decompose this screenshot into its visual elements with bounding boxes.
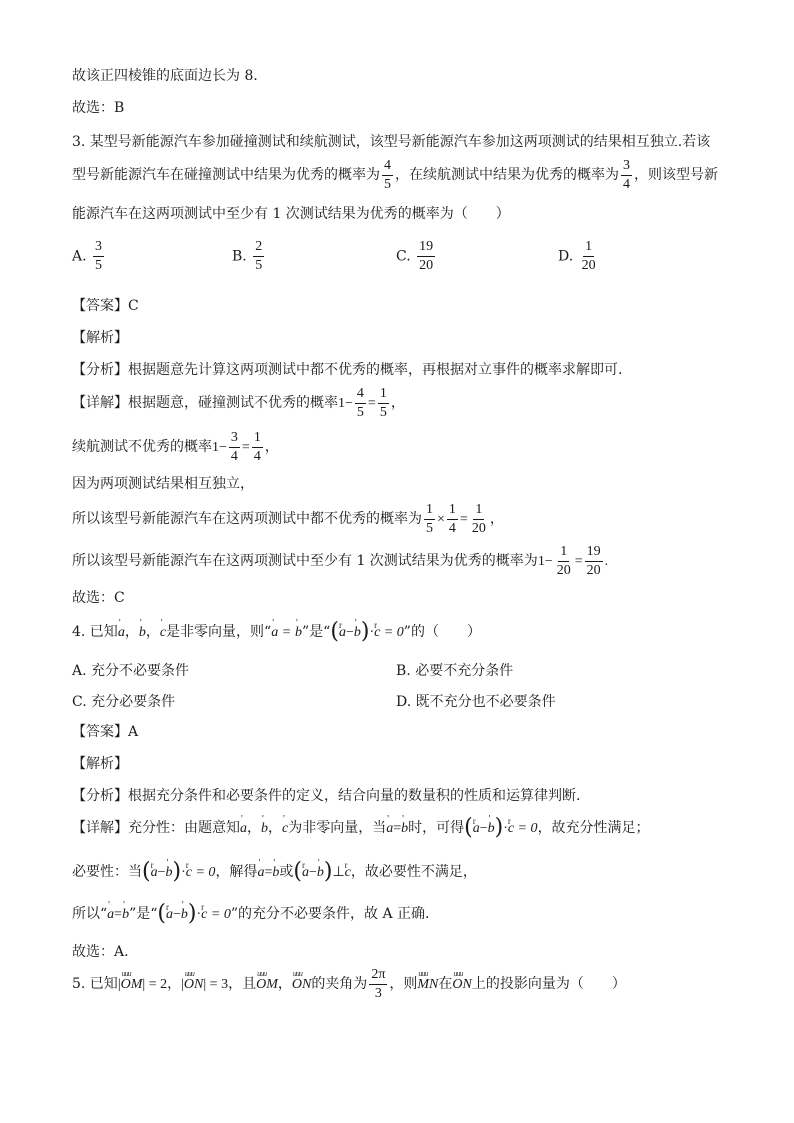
denominator: 20 bbox=[419, 258, 434, 273]
numerator: 19 bbox=[585, 545, 603, 562]
text-span: 为非零向量，当 bbox=[288, 820, 387, 836]
text-span: 或 bbox=[279, 864, 294, 880]
fraction bbox=[424, 503, 435, 536]
question-3-text: 3. 某型号新能源汽车参加碰撞测试和续航测试，该型号新能源汽车参加这两项测试的结果相互独立.若该 bbox=[72, 134, 711, 150]
text-span: 型号新能源汽车在碰撞测试中结果为优秀的概率为 bbox=[72, 167, 380, 183]
fraction bbox=[253, 240, 264, 273]
fraction bbox=[93, 240, 104, 273]
text-span: ”是“ bbox=[302, 624, 331, 640]
vector-on: uuu ON bbox=[292, 965, 311, 1005]
vector-c-equation: r c = 0 bbox=[201, 905, 231, 925]
analysis-text: 【分析】根据题意先计算这两项测试中都不优秀的概率，再根据对立事件的概率求解即可. bbox=[72, 362, 623, 378]
math-text: . bbox=[604, 554, 609, 569]
vector-b: ' b bbox=[122, 905, 129, 925]
vector-a: ' a bbox=[107, 905, 114, 925]
vector-on: uuu ON bbox=[452, 965, 471, 1005]
question-5-text: 5. 已知|uuu OM| = 2，|uuu ON| = 3，且uuu OM，uuu ON的夹角为 $\frac{2\pi}{3}$ ，则uuu MN在uuu ON上的投影向量为（ ） bbox=[72, 964, 734, 1005]
math-text: − bbox=[173, 907, 181, 922]
vector-a: r a bbox=[339, 623, 346, 643]
text-span: 所以该型号新能源汽车在这两项测试中都不优秀的概率为 bbox=[72, 511, 422, 527]
vector-c-equation: r c = 0 bbox=[374, 623, 404, 643]
question-3-text bbox=[72, 158, 734, 192]
math-text: = bbox=[114, 907, 123, 922]
math-text: = bbox=[459, 512, 468, 527]
vector-on: uuu ON bbox=[184, 965, 203, 1005]
vector-b: ' b bbox=[488, 819, 495, 839]
text-span: ，故必要性不满足， bbox=[350, 864, 477, 880]
text-span: ，在续航测试中结果为优秀的概率为 bbox=[395, 167, 619, 183]
denominator: 4 bbox=[253, 448, 261, 464]
solution-line bbox=[72, 384, 734, 423]
text-span: ，解得 bbox=[215, 864, 258, 880]
text-span: ，则 bbox=[389, 976, 418, 992]
text-span: 所以该型号新能源汽车在这两项测试中至少有 1 次测试结果为优秀的概率为 bbox=[72, 553, 538, 569]
math-text: 1− bbox=[338, 396, 353, 411]
vector-b: ' b bbox=[272, 863, 279, 883]
vector-b: ' b bbox=[401, 819, 408, 839]
vector-a: r a bbox=[151, 863, 158, 883]
analysis-heading: 【解析】 bbox=[72, 330, 128, 346]
text-span: ， bbox=[489, 511, 504, 527]
math-text: = bbox=[574, 554, 583, 569]
text-span: 【详解】充分性：由题意知 bbox=[72, 820, 240, 836]
fraction bbox=[470, 503, 488, 536]
text-span: ”的（ ） bbox=[403, 624, 481, 640]
solution-line: 所以“' a=' b”是“(r a−' b)·r c = 0”的充分不必要条件，故 A 正确. bbox=[72, 904, 734, 925]
text-span: 5. 已知 bbox=[72, 976, 118, 992]
math-text: · bbox=[196, 907, 202, 922]
fraction bbox=[382, 159, 393, 192]
text-span: 上的投影向量为（ ） bbox=[471, 976, 626, 992]
math-text: − bbox=[479, 821, 488, 836]
text-span: 【详解】根据题意，碰撞测试不优秀的概率 bbox=[72, 395, 338, 411]
math-text: 1− bbox=[212, 440, 227, 455]
denominator: 4 bbox=[623, 176, 630, 192]
text-span: 的夹角为 bbox=[311, 976, 368, 992]
math-text: = bbox=[241, 440, 250, 455]
option-c[interactable]: C. 充分必要条件 bbox=[72, 694, 176, 710]
numerator: 3 bbox=[93, 240, 104, 257]
numerator: 2 bbox=[253, 240, 264, 257]
denominator: 4 bbox=[448, 520, 456, 536]
option-c[interactable] bbox=[396, 240, 437, 273]
denominator: 20 bbox=[556, 562, 571, 578]
numerator: 1 bbox=[583, 240, 594, 257]
option-a[interactable]: A. 充分不必要条件 bbox=[72, 663, 190, 679]
text-line: 故该正四棱锥的底面边长为 8． bbox=[72, 68, 268, 84]
vector-b: ' b bbox=[317, 863, 324, 883]
vector-a: r a bbox=[473, 819, 480, 839]
solution-line bbox=[72, 428, 734, 467]
fraction bbox=[252, 431, 263, 464]
option-b[interactable] bbox=[232, 240, 266, 273]
numerator: 1 bbox=[252, 431, 263, 448]
numerator: 1 bbox=[473, 503, 484, 520]
text-span: 时，可得 bbox=[408, 820, 465, 836]
option-d[interactable]: D. 既不充分也不必要条件 bbox=[396, 694, 556, 710]
denominator: 5 bbox=[95, 258, 103, 273]
selection-line: 故选：A. bbox=[72, 944, 129, 960]
math-text: × bbox=[437, 512, 445, 527]
vector-c: r c bbox=[345, 863, 351, 883]
math-text: | bbox=[181, 977, 184, 992]
fraction bbox=[621, 159, 632, 192]
denominator: 20 bbox=[471, 520, 486, 536]
numerator: 2π bbox=[369, 968, 387, 985]
math-text: | = 3 bbox=[203, 977, 229, 992]
solution-line: 必要性：当(r a−' b)·r c = 0，解得' a=' b或(r a−' b)⊥r c，故必要性不满足， bbox=[72, 862, 734, 883]
option-b[interactable]: B. 必要不充分条件 bbox=[396, 663, 514, 679]
numerator: 1 bbox=[378, 387, 389, 404]
text-span: ，则该型号新 bbox=[634, 167, 718, 183]
answer-label: 【答案】A bbox=[72, 724, 139, 740]
numerator: 3 bbox=[229, 431, 240, 448]
vector-a: ' a bbox=[240, 819, 247, 839]
text-span: ，故充分性满足； bbox=[537, 820, 650, 836]
vector-om: uuu OM bbox=[256, 965, 278, 1005]
text-line: 故选：B bbox=[72, 100, 125, 116]
math-text: · bbox=[503, 821, 508, 836]
question-4-text: 4. 已知' a，' b，' c是非零向量，则“' a = ' b”是“(r a−' b)·r c = 0”的（ ） bbox=[72, 622, 734, 643]
math-text: | bbox=[117, 977, 121, 992]
vector-a: ' a bbox=[257, 863, 264, 883]
vector-mn: uuu MN bbox=[417, 965, 438, 1005]
text-span: 在 bbox=[438, 976, 453, 992]
numerator: 19 bbox=[417, 240, 435, 257]
text-span: 4. 已知 bbox=[72, 624, 118, 640]
denominator: 5 bbox=[384, 176, 391, 192]
numerator: 1 bbox=[447, 503, 458, 520]
solution-line: 因为两项测试结果相互独立， bbox=[72, 476, 254, 492]
numerator: 4 bbox=[382, 159, 393, 176]
option-a[interactable] bbox=[72, 240, 106, 273]
option-letter: C. bbox=[396, 248, 411, 265]
math-text: − bbox=[157, 865, 166, 880]
vector-a: ' a bbox=[118, 623, 125, 643]
text-span: ， bbox=[390, 395, 405, 411]
denominator: 4 bbox=[230, 448, 238, 464]
math-text: 1− bbox=[537, 554, 553, 569]
vector-c: ' c bbox=[282, 819, 288, 839]
solution-line: 【详解】充分性：由题意知' a，' b，' c为非零向量，当' a=' b时，可得(r a−' b)·r c = 0，故充分性满足； bbox=[72, 818, 734, 839]
vector-a: ' a bbox=[386, 819, 393, 839]
fraction bbox=[369, 968, 387, 1001]
option-letter: B. bbox=[232, 248, 247, 265]
vector-c: ' c bbox=[160, 623, 166, 643]
fraction bbox=[355, 387, 366, 420]
math-text: | = 2， bbox=[142, 977, 182, 992]
solution-line bbox=[72, 542, 734, 581]
math-text: − bbox=[308, 865, 317, 880]
numerator: 4 bbox=[355, 387, 366, 404]
fraction bbox=[417, 240, 435, 273]
vector-b: ' b bbox=[295, 623, 302, 643]
math-text: = bbox=[282, 625, 291, 640]
math-text: = bbox=[264, 865, 273, 880]
numerator: 1 bbox=[558, 545, 569, 562]
vector-c-equation: r c = 0 bbox=[186, 863, 216, 883]
vector-c-equation: r c = 0 bbox=[508, 819, 538, 839]
denominator: 5 bbox=[426, 520, 433, 536]
fraction bbox=[585, 545, 603, 578]
math-text: · bbox=[181, 865, 186, 880]
fraction bbox=[229, 431, 240, 464]
selection-line: 故选：C bbox=[72, 590, 125, 606]
question-3-text: 能源汽车在这两项测试中至少有 1 次测试结果为优秀的概率为（ ） bbox=[72, 206, 510, 222]
analysis-heading: 【解析】 bbox=[72, 756, 128, 772]
option-d[interactable] bbox=[558, 240, 600, 273]
denominator: 20 bbox=[586, 562, 601, 578]
fraction bbox=[580, 240, 598, 273]
fraction bbox=[378, 387, 389, 420]
text-span: ， bbox=[264, 439, 279, 455]
vector-b: ' b bbox=[354, 623, 361, 643]
vector-b: ' b bbox=[261, 819, 268, 839]
math-text: ⊥ bbox=[332, 865, 345, 880]
text-span: 必要性：当 bbox=[72, 864, 142, 880]
text-span: ”的充分不必要条件，故 A 正确. bbox=[230, 906, 430, 922]
text-span: ，且 bbox=[228, 976, 257, 992]
math-text: = bbox=[393, 821, 402, 836]
math-text: − bbox=[345, 625, 354, 640]
vector-b: ' b bbox=[139, 623, 146, 643]
analysis-text: 【分析】根据充分条件和必要条件的定义，结合向量的数量积的性质和运算律判断. bbox=[72, 788, 581, 804]
fraction bbox=[555, 545, 573, 578]
denominator: 3 bbox=[374, 985, 382, 1001]
vector-om: uuu OM bbox=[121, 965, 143, 1005]
text-span: 是非零向量，则“ bbox=[166, 624, 272, 640]
text-span: 所以“ bbox=[72, 906, 108, 922]
numerator: 1 bbox=[424, 503, 435, 520]
text-span: ”是“ bbox=[129, 906, 158, 922]
math-text: = bbox=[367, 396, 376, 411]
numerator: 3 bbox=[621, 159, 632, 176]
vector-b: ' b bbox=[181, 905, 188, 925]
denominator: 5 bbox=[255, 258, 263, 273]
fraction bbox=[447, 503, 458, 536]
vector-b: ' b bbox=[166, 863, 173, 883]
denominator: 5 bbox=[356, 404, 364, 420]
option-letter: A. bbox=[72, 248, 87, 265]
vector-a: r a bbox=[302, 863, 309, 883]
math-text: · bbox=[369, 625, 375, 640]
denominator: 20 bbox=[581, 258, 596, 273]
solution-line bbox=[72, 500, 734, 539]
text-span: 续航测试不优秀的概率 bbox=[72, 439, 212, 455]
denominator: 5 bbox=[379, 404, 387, 420]
answer-label: 【答案】C bbox=[72, 298, 139, 314]
option-letter: D. bbox=[558, 248, 574, 265]
vector-a: r a bbox=[166, 905, 173, 925]
vector-a: ' a bbox=[271, 623, 278, 643]
